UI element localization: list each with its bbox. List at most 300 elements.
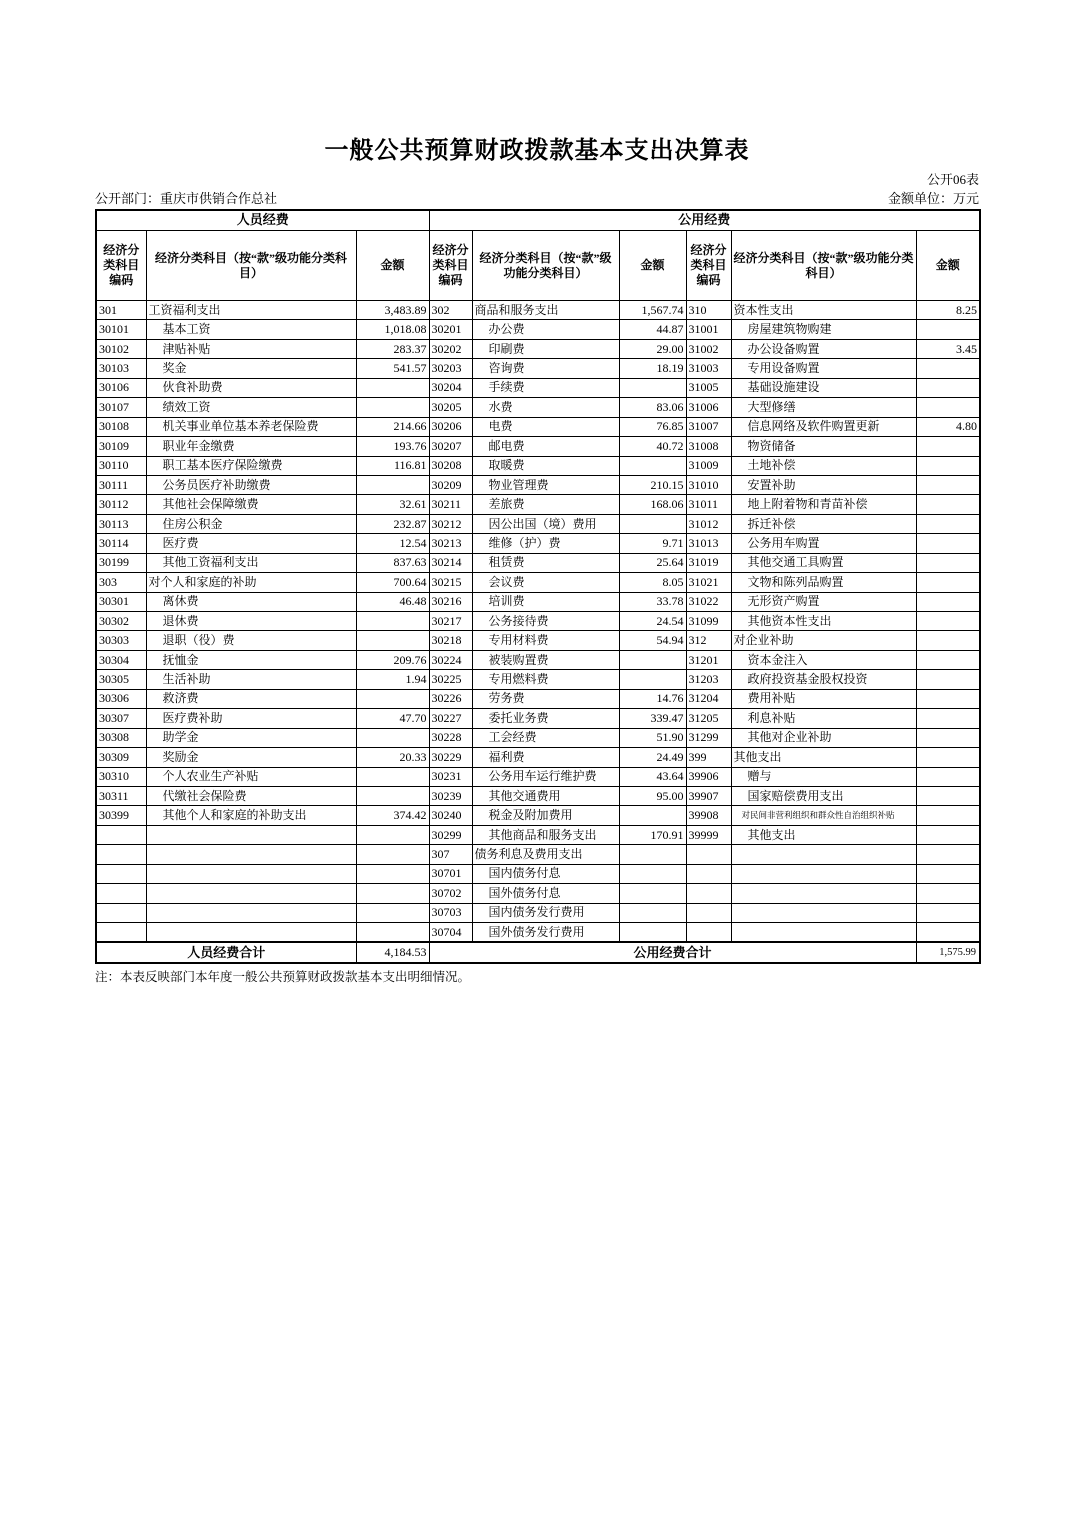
code-cell: 30229 <box>429 748 472 767</box>
amount-cell: 54.94 <box>619 631 686 650</box>
code-cell: 39906 <box>686 767 731 786</box>
subject-cell: 机关事业单位基本养老保险费 <box>146 417 356 436</box>
amount-cell: 8.05 <box>619 573 686 592</box>
amount-cell: 8.25 <box>916 301 980 320</box>
table-row <box>96 417 980 436</box>
table-row <box>96 884 980 903</box>
subject-cell: 公务接待费 <box>472 612 619 631</box>
code-cell: 30305 <box>96 670 146 689</box>
amount-cell: 1,018.08 <box>356 320 429 339</box>
code-cell <box>96 864 146 883</box>
table-row <box>96 495 980 514</box>
subject-cell: 公务用车运行维护费 <box>472 767 619 786</box>
amount-cell <box>356 786 429 805</box>
code-cell <box>686 923 731 943</box>
code-cell: 30299 <box>429 825 472 844</box>
subject-cell: 奖励金 <box>146 748 356 767</box>
meta-row <box>95 189 979 208</box>
code-cell: 31008 <box>686 437 731 456</box>
subject-cell: 职业年金缴费 <box>146 437 356 456</box>
col-header-subject-1: 经济分类科目（按“款”级功能分类科目） <box>146 231 356 301</box>
subject-cell: 文物和陈列品购置 <box>731 573 916 592</box>
subject-cell: 医疗费 <box>146 534 356 553</box>
totals-row <box>96 942 980 963</box>
subject-cell: 办公费 <box>472 320 619 339</box>
subject-cell: 会议费 <box>472 573 619 592</box>
amount-cell: 214.66 <box>356 417 429 436</box>
subject-cell: 其他支出 <box>731 748 916 767</box>
amount-cell: 14.76 <box>619 689 686 708</box>
amount-cell <box>916 689 980 708</box>
personnel-total-label: 人员经费合计 <box>96 942 356 963</box>
amount-cell <box>916 845 980 864</box>
personnel-total-amount: 4,184.53 <box>356 942 429 963</box>
amount-cell: 168.06 <box>619 495 686 514</box>
code-cell: 31019 <box>686 553 731 572</box>
subject-cell: 水费 <box>472 398 619 417</box>
table-row <box>96 631 980 650</box>
amount-cell: 33.78 <box>619 592 686 611</box>
subject-cell: 个人农业生产补贴 <box>146 767 356 786</box>
subject-cell: 专用设备购置 <box>731 359 916 378</box>
code-cell: 30311 <box>96 786 146 805</box>
amount-cell <box>916 670 980 689</box>
amount-cell <box>916 825 980 844</box>
subject-cell <box>731 884 916 903</box>
subject-cell: 拆迁补偿 <box>731 514 916 533</box>
code-cell: 312 <box>686 631 731 650</box>
code-cell <box>96 903 146 922</box>
subject-cell: 邮电费 <box>472 437 619 456</box>
subject-cell: 培训费 <box>472 592 619 611</box>
code-cell: 31021 <box>686 573 731 592</box>
subject-cell: 费用补贴 <box>731 689 916 708</box>
code-cell: 31099 <box>686 612 731 631</box>
table-row <box>96 786 980 805</box>
subject-cell: 国内债务发行费用 <box>472 903 619 922</box>
amount-cell <box>916 884 980 903</box>
subject-cell <box>146 845 356 864</box>
code-cell <box>96 845 146 864</box>
amount-cell: 47.70 <box>356 709 429 728</box>
amount-cell: 20.33 <box>356 748 429 767</box>
code-cell: 31201 <box>686 650 731 669</box>
subject-cell <box>146 884 356 903</box>
subject-cell: 对企业补助 <box>731 631 916 650</box>
public-total-amount: 1,575.99 <box>916 942 980 963</box>
code-cell: 30703 <box>429 903 472 922</box>
code-cell <box>686 884 731 903</box>
amount-cell: 29.00 <box>619 339 686 358</box>
subject-cell: 办公设备购置 <box>731 339 916 358</box>
table-row <box>96 573 980 592</box>
table-row <box>96 806 980 825</box>
amount-cell <box>916 320 980 339</box>
code-cell: 30203 <box>429 359 472 378</box>
amount-cell: 1.94 <box>356 670 429 689</box>
subject-cell: 其他社会保障缴费 <box>146 495 356 514</box>
subject-cell: 物资储备 <box>731 437 916 456</box>
amount-cell: 9.71 <box>619 534 686 553</box>
group-header-row <box>96 210 980 231</box>
subject-cell: 职工基本医疗保险缴费 <box>146 456 356 475</box>
footnote: 注：本表反映部门本年度一般公共预算财政拨款基本支出明细情况。 <box>95 970 471 985</box>
subject-cell: 助学金 <box>146 728 356 747</box>
subject-cell: 津贴补贴 <box>146 339 356 358</box>
code-cell: 31205 <box>686 709 731 728</box>
amount-cell <box>916 495 980 514</box>
code-cell: 30218 <box>429 631 472 650</box>
amount-cell <box>619 864 686 883</box>
table-row <box>96 612 980 631</box>
subject-cell: 工会经费 <box>472 728 619 747</box>
code-cell: 30204 <box>429 378 472 397</box>
code-cell: 30228 <box>429 728 472 747</box>
code-cell: 30205 <box>429 398 472 417</box>
subject-cell: 国家赔偿费用支出 <box>731 786 916 805</box>
subject-cell: 咨询费 <box>472 359 619 378</box>
amount-cell: 232.87 <box>356 514 429 533</box>
code-cell: 307 <box>429 845 472 864</box>
table-row <box>96 903 980 922</box>
code-cell: 399 <box>686 748 731 767</box>
table-row <box>96 339 980 358</box>
subject-cell <box>146 864 356 883</box>
code-cell: 30102 <box>96 339 146 358</box>
amount-cell: 170.91 <box>619 825 686 844</box>
amount-cell: 1,567.74 <box>619 301 686 320</box>
code-cell: 31001 <box>686 320 731 339</box>
table-row <box>96 534 980 553</box>
unit-label: 金额单位：万元 <box>887 191 979 206</box>
table-row <box>96 553 980 572</box>
subject-cell: 资本金注入 <box>731 650 916 669</box>
subject-cell: 手续费 <box>472 378 619 397</box>
subject-cell: 其他个人和家庭的补助支出 <box>146 806 356 825</box>
code-cell: 30110 <box>96 456 146 475</box>
amount-cell: 76.85 <box>619 417 686 436</box>
code-cell: 30231 <box>429 767 472 786</box>
subject-cell: 其他对企业补助 <box>731 728 916 747</box>
code-cell: 30215 <box>429 573 472 592</box>
code-cell <box>96 884 146 903</box>
code-cell: 30226 <box>429 689 472 708</box>
subject-cell: 赠与 <box>731 767 916 786</box>
amount-cell: 32.61 <box>356 495 429 514</box>
code-cell: 30216 <box>429 592 472 611</box>
amount-cell <box>916 378 980 397</box>
subject-cell: 大型修缮 <box>731 398 916 417</box>
subject-cell: 基础设施建设 <box>731 378 916 397</box>
col-header-code-2: 经济分类科目编码 <box>429 231 472 301</box>
subject-cell: 其他交通费用 <box>472 786 619 805</box>
code-cell: 30701 <box>429 864 472 883</box>
amount-cell <box>619 456 686 475</box>
code-cell <box>686 903 731 922</box>
subject-cell: 公务用车购置 <box>731 534 916 553</box>
code-cell: 30702 <box>429 884 472 903</box>
table-row <box>96 456 980 475</box>
col-header-code-3: 经济分类科目编码 <box>686 231 731 301</box>
subject-cell: 抚恤金 <box>146 650 356 669</box>
amount-cell: 46.48 <box>356 592 429 611</box>
subject-cell: 维修（护）费 <box>472 534 619 553</box>
amount-cell <box>356 923 429 943</box>
amount-cell <box>619 378 686 397</box>
col-header-amount-1: 金额 <box>356 231 429 301</box>
amount-cell: 12.54 <box>356 534 429 553</box>
code-cell: 30211 <box>429 495 472 514</box>
code-cell: 30207 <box>429 437 472 456</box>
subject-cell: 劳务费 <box>472 689 619 708</box>
code-cell: 303 <box>96 573 146 592</box>
amount-cell <box>619 923 686 943</box>
amount-cell <box>356 689 429 708</box>
code-cell: 30107 <box>96 398 146 417</box>
table-row <box>96 301 980 320</box>
subject-cell: 国外债务发行费用 <box>472 923 619 943</box>
table-row <box>96 514 980 533</box>
amount-cell: 24.49 <box>619 748 686 767</box>
subject-cell: 其他商品和服务支出 <box>472 825 619 844</box>
code-cell: 30113 <box>96 514 146 533</box>
code-cell: 30227 <box>429 709 472 728</box>
subject-cell <box>731 845 916 864</box>
code-cell: 30309 <box>96 748 146 767</box>
subject-cell: 对民间非营利组织和群众性自治组织补贴 <box>731 806 916 825</box>
table-row <box>96 767 980 786</box>
subject-cell: 其他工资福利支出 <box>146 553 356 572</box>
amount-cell: 51.90 <box>619 728 686 747</box>
code-cell: 30225 <box>429 670 472 689</box>
amount-cell <box>916 612 980 631</box>
amount-cell: 4.80 <box>916 417 980 436</box>
code-cell: 31002 <box>686 339 731 358</box>
amount-cell <box>619 650 686 669</box>
subject-cell: 基本工资 <box>146 320 356 339</box>
amount-cell <box>619 514 686 533</box>
amount-cell <box>916 903 980 922</box>
subject-cell <box>731 864 916 883</box>
subject-cell: 安置补助 <box>731 475 916 494</box>
subject-cell: 工资福利支出 <box>146 301 356 320</box>
amount-cell <box>356 378 429 397</box>
amount-cell: 44.87 <box>619 320 686 339</box>
code-cell: 30310 <box>96 767 146 786</box>
subject-cell: 取暖费 <box>472 456 619 475</box>
amount-cell <box>619 670 686 689</box>
amount-cell <box>916 534 980 553</box>
amount-cell <box>916 786 980 805</box>
subject-cell: 物业管理费 <box>472 475 619 494</box>
code-cell: 30306 <box>96 689 146 708</box>
amount-cell <box>619 903 686 922</box>
code-cell <box>686 864 731 883</box>
code-cell: 30111 <box>96 475 146 494</box>
code-cell: 30108 <box>96 417 146 436</box>
subject-cell: 生活补助 <box>146 670 356 689</box>
code-cell: 301 <box>96 301 146 320</box>
amount-cell <box>916 650 980 669</box>
subject-cell: 其他资本性支出 <box>731 612 916 631</box>
amount-cell: 3,483.89 <box>356 301 429 320</box>
amount-cell <box>916 398 980 417</box>
amount-cell: 24.54 <box>619 612 686 631</box>
code-cell: 30214 <box>429 553 472 572</box>
page-title: 一般公共预算财政拨款基本支出决算表 <box>324 137 750 164</box>
amount-cell <box>356 767 429 786</box>
amount-cell: 3.45 <box>916 339 980 358</box>
subject-cell <box>146 903 356 922</box>
amount-cell <box>916 728 980 747</box>
amount-cell: 83.06 <box>619 398 686 417</box>
amount-cell <box>356 631 429 650</box>
subject-cell: 伙食补助费 <box>146 378 356 397</box>
code-cell: 30217 <box>429 612 472 631</box>
public-total-label: 公用经费合计 <box>429 942 916 963</box>
table-row <box>96 359 980 378</box>
subject-cell: 专用材料费 <box>472 631 619 650</box>
amount-cell <box>356 728 429 747</box>
code-cell: 30704 <box>429 923 472 943</box>
amount-cell: 43.64 <box>619 767 686 786</box>
amount-cell <box>916 864 980 883</box>
code-cell: 31204 <box>686 689 731 708</box>
subject-cell: 印刷费 <box>472 339 619 358</box>
subject-cell: 租赁费 <box>472 553 619 572</box>
amount-cell: 25.64 <box>619 553 686 572</box>
subject-cell: 专用燃料费 <box>472 670 619 689</box>
code-cell: 30103 <box>96 359 146 378</box>
amount-cell <box>916 806 980 825</box>
table-row <box>96 320 980 339</box>
table-row <box>96 728 980 747</box>
subject-cell: 利息补贴 <box>731 709 916 728</box>
amount-cell <box>916 923 980 943</box>
code-cell: 31009 <box>686 456 731 475</box>
table-row <box>96 650 980 669</box>
amount-cell <box>356 825 429 844</box>
subject-cell: 被装购置费 <box>472 650 619 669</box>
amount-cell <box>619 806 686 825</box>
amount-cell: 541.57 <box>356 359 429 378</box>
column-header-row <box>96 231 980 301</box>
subject-cell: 政府投资基金股权投资 <box>731 670 916 689</box>
amount-cell: 209.76 <box>356 650 429 669</box>
code-cell: 30101 <box>96 320 146 339</box>
code-cell: 30208 <box>429 456 472 475</box>
amount-cell: 210.15 <box>619 475 686 494</box>
group-header-personnel: 人员经费 <box>96 210 429 231</box>
amount-cell <box>356 475 429 494</box>
amount-cell <box>916 456 980 475</box>
table-code-label: 公开06表 <box>926 172 979 187</box>
col-header-code-1: 经济分类科目编码 <box>96 231 146 301</box>
code-cell <box>96 825 146 844</box>
amount-cell <box>356 845 429 864</box>
code-cell: 39908 <box>686 806 731 825</box>
subject-cell: 其他支出 <box>731 825 916 844</box>
code-cell <box>686 845 731 864</box>
amount-cell: 116.81 <box>356 456 429 475</box>
amount-cell <box>356 884 429 903</box>
table-row <box>96 689 980 708</box>
amount-cell: 95.00 <box>619 786 686 805</box>
code-cell: 30213 <box>429 534 472 553</box>
code-cell: 30224 <box>429 650 472 669</box>
subject-cell: 税金及附加费用 <box>472 806 619 825</box>
amount-cell <box>619 845 686 864</box>
amount-cell <box>916 631 980 650</box>
amount-cell: 283.37 <box>356 339 429 358</box>
code-cell: 30202 <box>429 339 472 358</box>
table-row <box>96 670 980 689</box>
subject-cell: 无形资产购置 <box>731 592 916 611</box>
subject-cell: 奖金 <box>146 359 356 378</box>
table-row <box>96 748 980 767</box>
subject-cell: 电费 <box>472 417 619 436</box>
code-cell: 31007 <box>686 417 731 436</box>
table-row <box>96 709 980 728</box>
subject-cell: 差旅费 <box>472 495 619 514</box>
code-cell <box>96 923 146 943</box>
subject-cell: 退休费 <box>146 612 356 631</box>
code-cell: 31006 <box>686 398 731 417</box>
amount-cell <box>356 612 429 631</box>
amount-cell: 18.19 <box>619 359 686 378</box>
code-cell: 31010 <box>686 475 731 494</box>
table-row <box>96 398 980 417</box>
group-header-public: 公用经费 <box>429 210 980 231</box>
subject-cell: 退职（役）费 <box>146 631 356 650</box>
code-cell: 30114 <box>96 534 146 553</box>
subject-cell: 信息网络及软件购置更新 <box>731 417 916 436</box>
table-row <box>96 475 980 494</box>
code-cell: 30240 <box>429 806 472 825</box>
budget-table <box>95 209 981 964</box>
table-body <box>96 301 980 943</box>
code-cell: 30308 <box>96 728 146 747</box>
amount-cell <box>916 748 980 767</box>
table-row <box>96 825 980 844</box>
amount-cell: 339.47 <box>619 709 686 728</box>
code-cell: 30239 <box>429 786 472 805</box>
subject-cell: 土地补偿 <box>731 456 916 475</box>
code-cell: 31299 <box>686 728 731 747</box>
amount-cell: 700.64 <box>356 573 429 592</box>
subject-cell: 债务利息及费用支出 <box>472 845 619 864</box>
amount-cell <box>916 475 980 494</box>
code-cell: 31005 <box>686 378 731 397</box>
amount-cell <box>916 359 980 378</box>
subject-cell: 房屋建筑物购建 <box>731 320 916 339</box>
code-cell: 30212 <box>429 514 472 533</box>
subject-cell: 国外债务付息 <box>472 884 619 903</box>
code-cell: 30302 <box>96 612 146 631</box>
code-cell: 39907 <box>686 786 731 805</box>
code-cell: 39999 <box>686 825 731 844</box>
code-cell: 30112 <box>96 495 146 514</box>
subject-cell <box>146 825 356 844</box>
code-cell: 30209 <box>429 475 472 494</box>
code-cell: 31003 <box>686 359 731 378</box>
code-cell: 30399 <box>96 806 146 825</box>
table-row <box>96 378 980 397</box>
document-content <box>95 130 979 985</box>
col-header-amount-3: 金额 <box>916 231 980 301</box>
amount-cell <box>916 592 980 611</box>
subject-cell: 委托业务费 <box>472 709 619 728</box>
